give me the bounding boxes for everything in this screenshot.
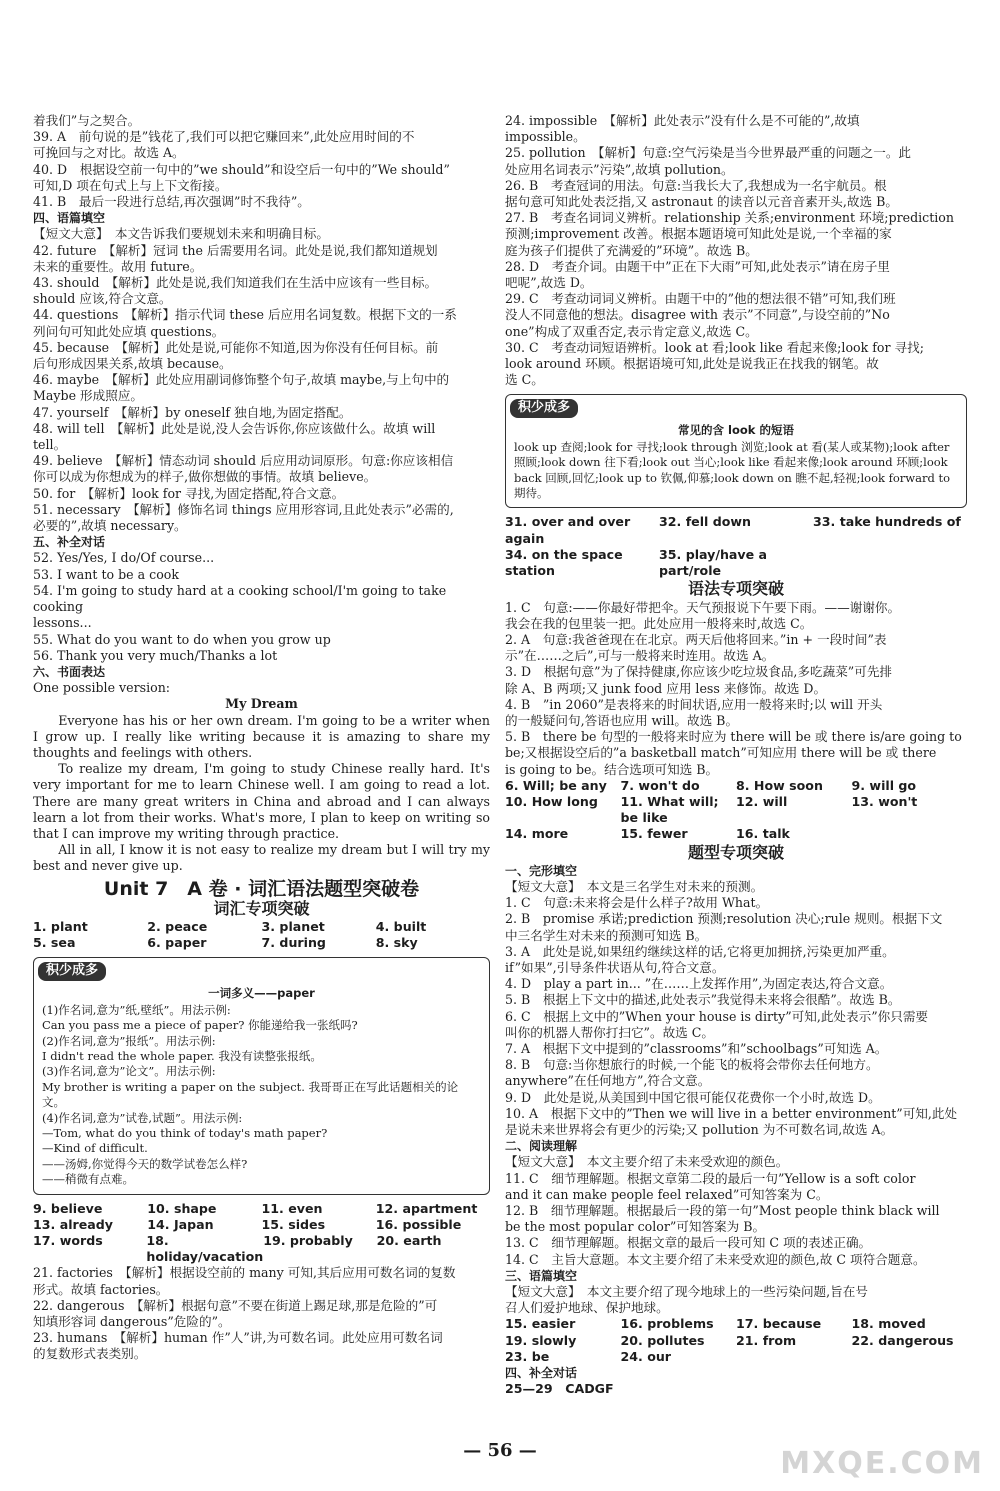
answer-cell: 7. during <box>261 935 326 951</box>
answer-line: 27. B 考查名词词义辨析。relationship 关系;environment 环境;prediction <box>505 210 954 226</box>
answer-cell: 18. holiday/vacation <box>146 1233 264 1265</box>
answer-line: 47. yourself 【解析】by oneself 独自地,为固定搭配。 <box>33 404 352 420</box>
answer-line: 21. factories 【解析】根据设空前的 many 可知,其后应用可数名词的复数 <box>33 1265 456 1281</box>
answer-cell: 16. problems <box>620 1316 714 1332</box>
answer-line: 据句意可知此处表泛指,又 astronaut 的读音以元音音素开头,故选 B。 <box>505 194 898 210</box>
answer-cell: 8. How soon <box>736 777 823 793</box>
answer-line: 叫你的机器人帮你打扫它”。故选 C。 <box>505 1024 714 1040</box>
fill-grid <box>505 1316 967 1365</box>
answer-line: (1)作名词,意为”纸,壁纸”。用法示例: <box>42 1002 231 1017</box>
answer-line: 40. D 根据设空前一句中的”we should”和设空后一句中的”We should” <box>33 161 450 177</box>
answer-row <box>505 778 967 794</box>
answer-cell: 12. apartment <box>375 1200 478 1216</box>
grammar-grid <box>505 778 967 843</box>
answer-line: 49. believe 【解析】情态动词 should 后应用动词原形。句意:你应该相信 <box>33 453 454 469</box>
answer-line: 4. B ”in 2060”是表将来的时间状语,应用一般将来时;以 will 开头 <box>505 696 883 712</box>
answer-line: 5. B 根据上下文中的描述,此处表示”我觉得未来将会很酷”。故选 B。 <box>505 992 901 1008</box>
answer-line: 7. A 根据下文中提到的”classrooms”和”schoolbags”可知选 A。 <box>505 1040 888 1056</box>
answer-cell <box>736 1349 852 1365</box>
answer-cell: 32. fell down <box>659 514 751 530</box>
answer-row <box>33 1233 490 1265</box>
answer-row <box>33 919 490 935</box>
answer-line: 吧呢”,故选 D。 <box>505 275 593 291</box>
answer-cell: 10. How long <box>505 793 598 809</box>
phrase-answers <box>505 514 967 579</box>
answer-line: 22. dangerous 【解析】根据句意”不要在街道上踢足球,那是危险的”可 <box>33 1297 438 1313</box>
answer-line: 必要的”,故填 necessary。 <box>33 518 187 534</box>
type-title: 题型专项突破 <box>687 842 784 862</box>
answer-line: 26. B 考查冠词的用法。句意:当我长大了,我想成为一名宇航员。根 <box>505 177 887 193</box>
answer-line: 3. A 此处是说,如果纽约继续这样的话,它将更加拥挤,污染更加严重。 <box>505 943 895 959</box>
answer-cell: 22. dangerous <box>851 1332 954 1348</box>
answer-line: 6. C 根据上文中的”When your house is dirty”可知,此处表示”你只需要 <box>505 1008 929 1024</box>
answer-line: 1. C 句意:——你最好带把伞。天气预报说下午要下雨。——谢谢你。 <box>505 599 901 615</box>
right-answers <box>505 113 967 388</box>
answer-line: 【短文大意】 本文告诉我们要规划未来和明确目标。 <box>33 226 329 242</box>
answer-line: I didn't read the whole paper. 我没有读整张报纸。 <box>42 1048 322 1063</box>
answer-line: 后句形成因果关系,故填 because。 <box>33 356 232 372</box>
answer-line: 的一般疑问句,答语也应用 will。故选 B。 <box>505 712 739 728</box>
answer-cell <box>852 826 968 842</box>
answer-line: Maybe 形成照应。 <box>33 388 144 404</box>
answer-line: 44. questions 【解析】指示代词 these 后应用名词复数。根据下文的一系 <box>33 307 457 323</box>
essay-body <box>33 713 490 875</box>
answer-line: 29. C 考查动词词义辨析。由题干中的”他的想法很不错”可知,我们班 <box>505 291 896 307</box>
answer-line: anywhere”在任何地方”,符合文意。 <box>505 1073 711 1089</box>
answer-line: 二、阅读理解 <box>505 1139 578 1154</box>
answer-cell: 24. our <box>620 1348 672 1364</box>
answer-line: 五、补全对话 <box>33 535 106 550</box>
answer-cell: 16. possible <box>375 1216 462 1232</box>
answer-cell: 15. easier <box>505 1316 576 1332</box>
answer-line: 45. because 【解析】此处是说,可能你不知道,因为你没有任何目标。前 <box>33 339 439 355</box>
answer-line: 选 C。 <box>505 372 544 388</box>
answer-line: lessons... <box>33 615 92 631</box>
answer-line: 41. B 最后一段进行总结,再次强调”时不我待”。 <box>33 194 310 210</box>
answer-line: ——汤姆,你觉得今天的数学试卷怎么样? <box>42 1156 248 1171</box>
answer-line: 54. I'm going to study hard at a cooking school/I'm going to take cooking <box>33 582 447 615</box>
grammar-answers <box>505 600 967 778</box>
answer-line: (4)作名词,意为”试卷,试题”。用法示例: <box>42 1110 243 1125</box>
answer-line: 50. for 【解析】look for 寻找,为固定搭配,符合文意。 <box>33 485 345 501</box>
tip-box-paper <box>33 957 490 1194</box>
answer-line: 着我们”与之契合。 <box>33 113 141 128</box>
answer-line: 9. D 此处是说,从美国到中国它很可能仅花费你一个小时,故选 D。 <box>505 1089 881 1105</box>
answer-cell: 15. fewer <box>620 826 688 842</box>
answer-cell: 17. words <box>33 1233 103 1249</box>
answer-line: (2)作名词,意为”报纸”。用法示例: <box>42 1033 216 1048</box>
answer-line: —Tom, what do you think of today's math paper? <box>42 1126 328 1141</box>
answer-line: 24. impossible 【解析】此处表示”没有什么是不可能的”,故填 <box>505 113 860 128</box>
answer-cell: 34. on the space station <box>505 546 623 579</box>
answer-cell: 3. planet <box>261 918 325 934</box>
unit-title: Unit 7 A 卷 · 词汇语法题型突破卷 <box>103 877 420 900</box>
answer-line: 4. D play a part in... ”在……上发挥作用”,为固定表达,符合文意。 <box>505 976 893 992</box>
answer-line: one”构成了双重否定,表示肯定意义,故选 C。 <box>505 323 758 339</box>
answer-line: Can you pass me a piece of paper? 你能递给我一张纸吗? <box>42 1018 358 1033</box>
answer-line: (3)作名词,意为”论文”。用法示例: <box>42 1064 216 1079</box>
answer-line: 我会在我的包里装一把。此处应用一般将来时,故选 C。 <box>505 615 813 631</box>
answer-cell: 9. will go <box>851 777 917 793</box>
dialog-answer: 25—29 CADGF <box>505 1381 614 1397</box>
answer-line: 39. A 前句说的是”钱花了,我们可以把它赚回来”,此处应用时间的不 <box>33 129 415 145</box>
answer-cell: 9. believe <box>33 1200 103 1216</box>
answer-line: 未来的重要性。故用 future。 <box>33 258 203 274</box>
answer-line: 没人不同意他的想法。disagree with 表示”不同意”,与设空前的”No <box>505 307 890 323</box>
grammar-title: 语法专项突破 <box>687 579 784 599</box>
answer-cell: 23. be <box>505 1348 550 1364</box>
answer-row <box>505 1349 967 1365</box>
answer-line: 3. D 根据句意”为了保持健康,你应该少吃垃圾食品,多吃蔬菜”可先排 <box>505 664 893 680</box>
answer-cell: 2. peace <box>147 918 208 934</box>
answer-line: impossible。 <box>505 129 586 145</box>
vocab-grid-2 <box>33 1201 490 1266</box>
answer-line: 42. future 【解析】冠词 the 后需要用名词。此处是说,我们都知道规划 <box>33 242 438 258</box>
answer-line: 14. C 主旨大意题。本文主要介绍了未来受欢迎的颜色,故 C 项符合题意。 <box>505 1251 926 1267</box>
answer-cell: 6. paper <box>147 935 207 951</box>
answer-cell: 16. talk <box>736 826 790 842</box>
answer-line: 形式。故填 factories。 <box>33 1281 169 1297</box>
answer-cell: 13. already <box>33 1216 113 1232</box>
answer-line: 四、语篇填空 <box>33 211 106 226</box>
essay-title: My Dream <box>225 696 298 712</box>
answer-line: 可挽回与之对比。故选 A。 <box>33 145 185 161</box>
answer-line: 2. A 句意:我爸爸现在在北京。两天后他将回来。”in + 一段时间”表 <box>505 631 887 647</box>
answer-cell: 6. Will; be any <box>505 777 607 793</box>
dialog-title: 四、补全对话 <box>505 1366 578 1381</box>
answer-cell <box>813 547 967 579</box>
answer-line: 8. B 句意:当你想旅行的时候,一个能飞的板将会带你去任何地方。 <box>505 1057 879 1073</box>
answer-line: 11. C 细节理解题。根据文章第二段的最后一句”Yellow is a soft color <box>505 1170 916 1186</box>
answer-line: 28. D 考查介词。由题干中”正在下大雨”可知,此处表示”请在房子里 <box>505 258 890 274</box>
essay-paragraph: Everyone has his or her own dream. I'm going to be a writer when I grow up. I really like writing because it is amazing to share my thoughts and feelings with others. <box>33 712 490 760</box>
answer-row <box>33 1201 490 1217</box>
answer-line: 52. Yes/Yes, I do/Of course... <box>33 550 215 566</box>
answer-line: 48. will tell 【解析】此处是说,没人会告诉你,你应该做什么。故填 will <box>33 420 436 436</box>
answer-row <box>505 1333 967 1349</box>
answer-line: tell。 <box>33 437 67 453</box>
type-answers <box>505 863 967 1317</box>
answer-line: if”如果”,引导条件状语从句,符合文意。 <box>505 959 725 975</box>
answer-line: 【短文大意】 本文主要介绍了现今地球上的一些污染问题,旨在号 <box>505 1284 868 1300</box>
answer-cell: 8. sky <box>375 935 418 951</box>
answer-cell <box>852 1349 968 1365</box>
answer-cell: 20. pollutes <box>620 1332 705 1348</box>
left-answers-bottom <box>33 1265 490 1362</box>
answer-line: 预测;improvement 改善。根据本题语境可知此处是说,一个幸福的家 <box>505 226 892 242</box>
answer-cell: 11. even <box>261 1200 323 1216</box>
answer-cell: 14. Japan <box>147 1216 214 1232</box>
answer-line: 一、完形填空 <box>505 863 578 878</box>
page-number: — 56 — <box>463 1440 537 1461</box>
answer-cell: 31. over and over again <box>505 514 631 546</box>
tip-box-title: 一词多义——paper <box>208 985 315 1000</box>
answer-line: 23. humans 【解析】human 作”人”讲,为可数名词。此处应用可数名词 <box>33 1330 443 1346</box>
vocab-title: 词汇专项突破 <box>213 898 310 918</box>
answer-line: 56. Thank you very much/Thanks a lot <box>33 647 278 663</box>
answer-line: 55. What do you want to do when you grow up <box>33 631 331 647</box>
answer-line: is going to be。结合选项可知选 B。 <box>505 761 719 777</box>
answer-cell: 20. earth <box>376 1233 442 1249</box>
answer-line: 25. pollution 【解析】句意:空气污染是当今世界最严重的问题之一。此 <box>505 145 912 161</box>
answer-line: 是说未来世界将会有更少的污染;又 pollution 为不可数名词,故选 A。 <box>505 1122 894 1137</box>
answer-row <box>33 935 490 951</box>
tip-box-title: 常见的含 look 的短语 <box>678 422 794 437</box>
essay-paragraph: All in all, I know it is not easy to realize my dream but I will try my best and never give up. <box>33 842 490 874</box>
answer-cell: 10. shape <box>147 1200 217 1216</box>
answer-row <box>505 826 967 842</box>
answer-cell: 5. sea <box>33 935 76 951</box>
answer-line: 召人们爱护地球、保护地球。 <box>505 1300 669 1316</box>
answer-cell: 21. from <box>736 1332 797 1348</box>
answer-line: My brother is writing a paper on the subject. 我哥哥正在写此话题相关的论文。 <box>42 1079 459 1110</box>
answer-line: 除 A、B 两项;又 junk food 应用 less 来修饰。故选 D。 <box>505 680 827 696</box>
answer-line: 43. should 【解析】此处是说,我们知道我们在生活中应该有一些目标。 <box>33 275 438 291</box>
watermark-logo: MXQE.COM <box>780 1446 984 1481</box>
answer-line: 的复数形式表类别。 <box>33 1346 147 1362</box>
answer-line: and it can make people feel relaxed”可知答案为 C。 <box>505 1186 829 1202</box>
answer-cell: 33. take hundreds of <box>813 514 961 530</box>
answer-line: ——稍微有点难。 <box>42 1172 134 1187</box>
answer-line: 六、书面表达 <box>33 664 106 679</box>
tip-box-tag: 积少成多 <box>38 962 106 980</box>
answer-cell: 35. play/have a part/role <box>659 546 768 579</box>
essay-paragraph: To realize my dream, I'm going to study Chinese really hard. It's very important for me to learn Chinese well. I am going to read a lot. There are many great writers in China and abroad and I can always learn a lot from their works. What's more, I plan to keep on writing so that I can improve my writing through practice. <box>33 761 490 841</box>
answer-line: 5. B there be 句型的一般将来时应为 there will be 或 there is/are going to <box>505 729 962 745</box>
tip-box-look <box>505 394 967 508</box>
answer-line: 中三名学生对未来的预测可知选 B。 <box>505 927 708 943</box>
left-column <box>33 113 490 1363</box>
answer-line: 30. C 考查动词短语辨析。look at 看;look like 看起来像;look for 寻找; <box>505 339 924 355</box>
answer-line: —Kind of difficult. <box>42 1141 148 1156</box>
answer-line: should 应该,符合文意。 <box>33 291 172 307</box>
answer-line: 1. C 句意:未来将会是什么样子?故用 What。 <box>505 895 769 911</box>
answer-row <box>505 794 967 826</box>
answer-cell: 13. won't <box>851 793 918 809</box>
answer-cell: 1. plant <box>33 918 88 934</box>
vocab-grid <box>33 919 490 951</box>
answer-line: 12. B 细节理解题。根据最后一段的第一句”Most people think black will <box>505 1203 940 1219</box>
answer-row <box>505 547 967 579</box>
answer-cell: 17. because <box>736 1316 822 1332</box>
answer-line: 知填形容词 dangerous”危险的”。 <box>33 1314 231 1330</box>
answer-line: look around 环顾。根据语境可知,此处是说我正在找我的钢笔。故 <box>505 356 879 372</box>
answer-row <box>33 1217 490 1233</box>
answer-line: 你可以成为你想成为的样子,做你想做的事情。故填 believe。 <box>33 469 377 485</box>
answer-line: 可知,D 项在句式上与上下文衔接。 <box>33 177 228 193</box>
answer-line: 51. necessary 【解析】修饰名词 things 应用形容词,且此处表示”必需的, <box>33 501 454 517</box>
answer-line: One possible version: <box>33 680 171 696</box>
answer-line: 处应用名词表示”污染”,故填 pollution。 <box>505 161 734 177</box>
answer-line: 53. I want to be a cook <box>33 566 179 582</box>
answer-line: 【短文大意】 本文主要介绍了未来受欢迎的颜色。 <box>505 1154 789 1170</box>
answer-line: be the most popular color”可知答案为 B。 <box>505 1219 766 1235</box>
answer-cell: 12. will <box>736 793 788 809</box>
answer-line: 列问句可知此处应填 questions。 <box>33 323 225 339</box>
tip-box-body <box>42 1003 481 1188</box>
tip-box-tag: 积少成多 <box>510 399 578 417</box>
answer-cell: 15. sides <box>261 1216 326 1232</box>
right-column <box>505 113 967 1397</box>
left-answers <box>33 113 490 696</box>
answer-cell: 19. slowly <box>505 1332 577 1348</box>
tip-box-body: look up 查阅;look for 寻找;look through 浏览;look at 看(某人或某物);look after 照顾;look down 往下看;look out 当心;look like 看起来像;look around 环顾;look back 回顾,回忆;look up to 钦佩,仰慕;look down on 瞧不起,轻视;look forward to 期待。 <box>514 439 951 501</box>
answer-row <box>505 514 967 546</box>
answer-cell: 4. built <box>375 918 427 934</box>
answer-line: 10. A 根据下文中的”Then we will live in a better environment”可知,此处 <box>505 1105 958 1121</box>
answer-line: 46. maybe 【解析】此处应用副词修饰整个句子,故填 maybe,与上句中的 <box>33 372 450 388</box>
answer-line: 【短文大意】 本文是三名学生对未来的预测。 <box>505 878 764 894</box>
answer-line: 2. B promise 承诺;prediction 预测;resolution 决心;rule 规则。根据下文 <box>505 911 943 927</box>
answer-line: be;又根据设空后的”a basketball match”可知应用 there will be 或 there <box>505 745 937 761</box>
answer-cell: 11. What will; be like <box>620 793 719 826</box>
answer-cell: 7. won't do <box>620 777 700 793</box>
answer-cell: 18. moved <box>851 1316 926 1332</box>
answer-cell: 19. probably <box>263 1233 353 1249</box>
answer-line: 三、语篇填空 <box>505 1268 578 1283</box>
answer-cell: 14. more <box>505 826 569 842</box>
answer-line: 13. C 细节理解题。根据文章的最后一段可知 C 项的表述正确。 <box>505 1235 872 1251</box>
answer-line: 示”在……之后”,可与一般将来时连用。故选 A。 <box>505 648 775 664</box>
answer-row <box>505 1316 967 1332</box>
answer-line: 庭为孩子们提供了充满爱的”环境”。故选 B。 <box>505 242 758 258</box>
